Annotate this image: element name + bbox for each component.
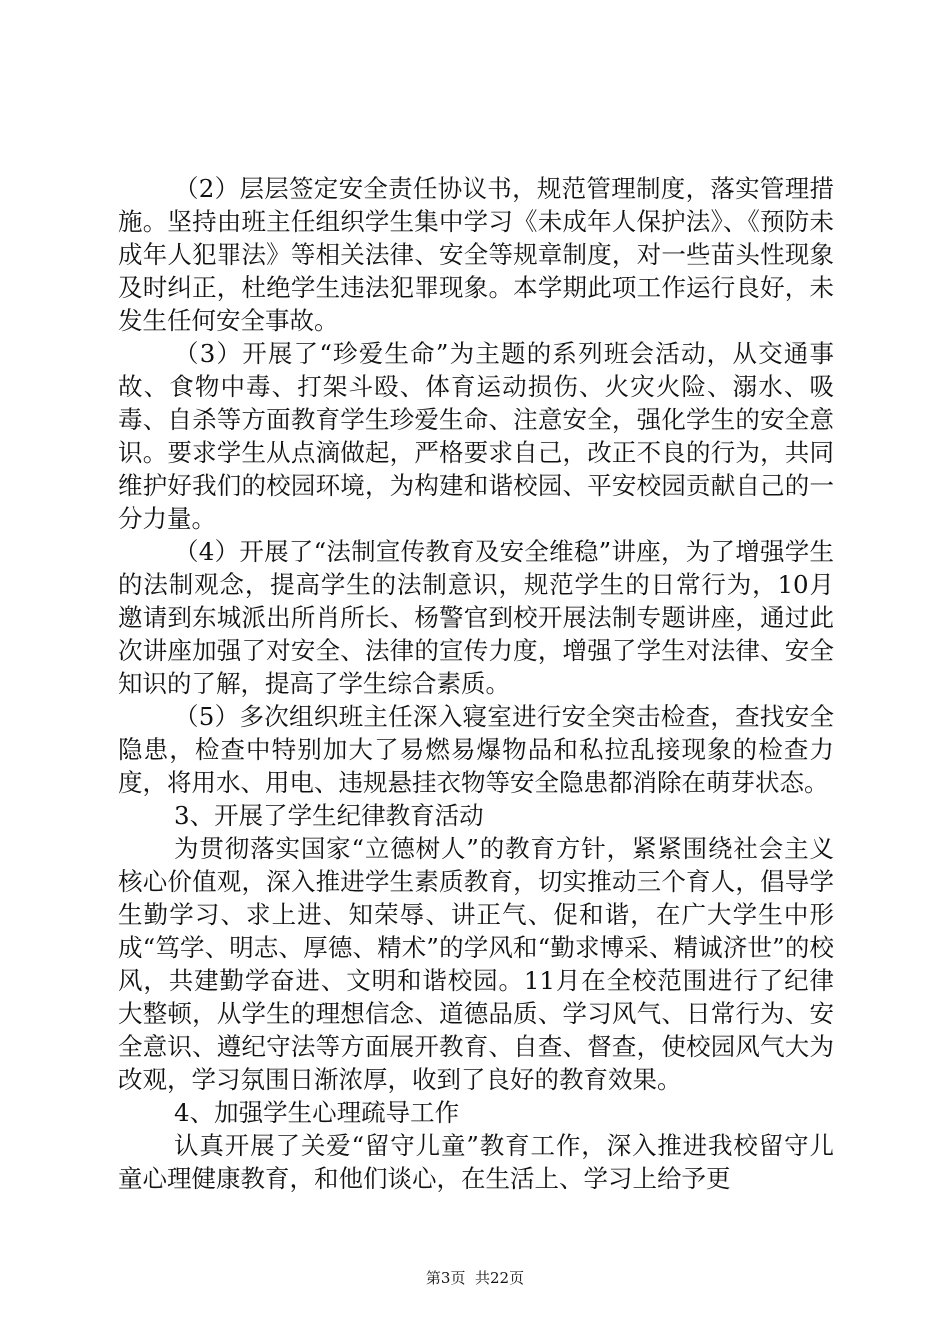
paragraph-left-behind-children: 认真开展了关爱“留守儿童”教育工作，深入推进我校留守儿童心理健康教育，和他们谈心，在生活上、学习上给予更: [118, 1131, 834, 1193]
section-heading-discipline: 3、开展了学生纪律教育活动: [174, 801, 484, 830]
page-footer: [0, 1268, 950, 1288]
section-heading-psychology: 4、加强学生心理疏导工作: [174, 1098, 460, 1127]
page-number-label: 第3页 共22页: [425, 1269, 525, 1287]
paragraph-legal-lecture: （4）开展了“法制宣传教育及安全维稳”讲座，为了增强学生的法制观念，提高学生的法制意识，规范学生的日常行为，10月邀请到东城派出所肖所长、杨警官到校开展法制专题讲座，通过此次讲座加强了对安全、法律的宣传力度，增强了学生对法律、安全知识的了解，提高了学生综合素质。: [118, 537, 834, 698]
paragraph-discipline-education: 为贯彻落实国家“立德树人”的教育方针，紧紧围绕社会主义核心价值观，深入推进学生素质教育，切实推动三个育人，倡导学生勤学习、求上进、知荣辱、讲正气、促和谐，在广大学生中形成“笃学、明志、厚德、精术”的学风和“勤求博采、精诚济世”的校风，共建勤学奋进、文明和谐校园。11月在全校范围进行了纪律大整顿，从学生的理想信念、道德品质、学习风气、日常行为、安全意识、遵纪守法等方面展开教育、自查、督查，使校园风气大为改观，学习氛围日渐浓厚，收到了良好的教育效果。: [118, 834, 834, 1094]
paragraph-cherish-life: （3）开展了“珍爱生命”为主题的系列班会活动，从交通事故、食物中毒、打架斗殴、体育运动损伤、火灾火险、溺水、吸毒、自杀等方面教育学生珍爱生命、注意安全，强化学生的安全意识。要求学生从点滴做起，严格要求自己，改正不良的行为，共同维护好我们的校园环境，为构建和谐校园、平安校园贡献自己的一分力量。: [118, 339, 834, 533]
paragraph-safety-agreement: （2）层层签定安全责任协议书，规范管理制度，落实管理措施。坚持由班主任组织学生集中学习《未成年人保护法》、《预防未成年人犯罪法》等相关法律、安全等规章制度，对一些苗头性现象及时纠正，杜绝学生违法犯罪现象。本学期此项工作运行良好，未发生任何安全事故。: [118, 174, 834, 335]
document-body: [118, 172, 834, 1195]
paragraph-dorm-inspection: （5）多次组织班主任深入寝室进行安全突击检查，查找安全隐患，检查中特别加大了易燃易爆物品和私拉乱接现象的检查力度，将用水、用电、违规悬挂衣物等安全隐患都消除在萌芽状态。: [118, 702, 834, 797]
